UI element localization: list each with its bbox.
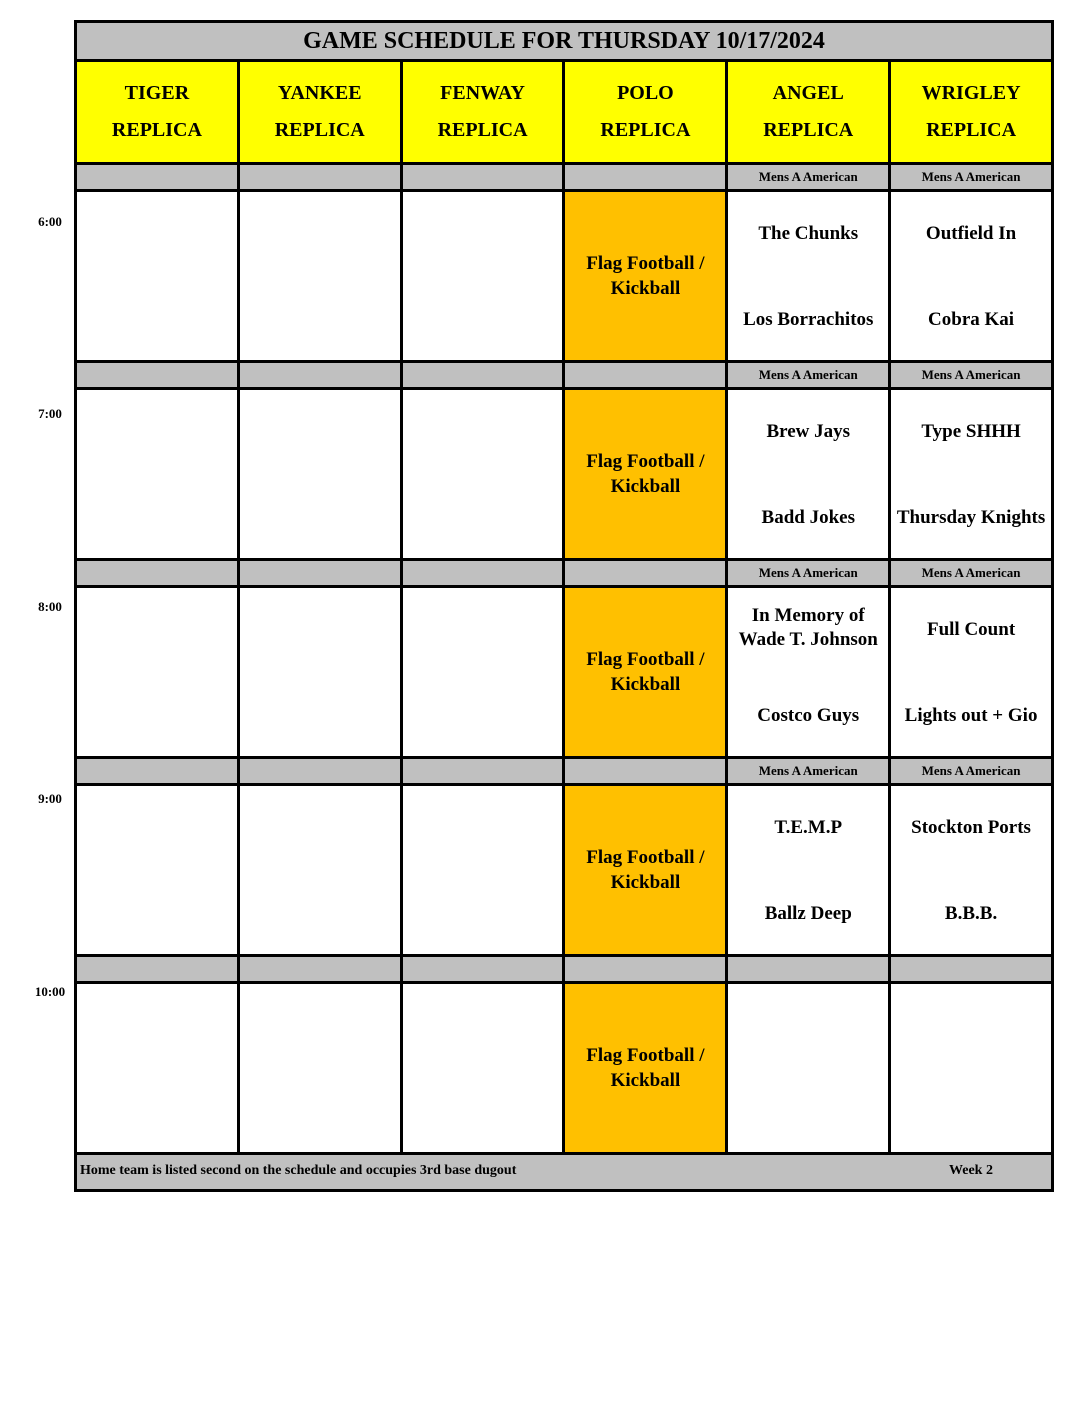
home-team: B.B.B. [944,903,998,924]
schedule-footer [77,1155,1051,1189]
empty-slot-cell [728,984,888,1152]
empty-slot-cell [77,192,237,360]
division-cell [240,165,400,189]
time-label: 6:00 [38,214,62,229]
empty-slot-cell [403,390,563,558]
away-team: Brew Jays [766,421,851,442]
empty-slot-cell [240,786,400,954]
division-cell: Mens A American [891,165,1051,189]
field-type: REPLICA [274,119,365,141]
division-cell [565,957,725,981]
division-cell [403,957,563,981]
division-cell [565,165,725,189]
field-header-fenway [403,62,563,162]
division-cell [77,363,237,387]
home-team: Ballz Deep [764,903,852,924]
schedule-title: GAME SCHEDULE FOR THURSDAY 10/17/2024 [77,23,1051,59]
flag-football-kickball-label: Flag Football / Kickball [586,649,705,695]
empty-slot-cell [77,588,237,756]
division-cell [77,165,237,189]
footer-note: Home team is listed second on the schedule and occupies 3rd base dugout [80,1163,517,1178]
division-cell: Mens A American [728,363,888,387]
division-cell [403,759,563,783]
home-team: Cobra Kai [928,309,1015,330]
week-label: Week 2 [949,1163,993,1178]
empty-slot-cell [240,192,400,360]
away-team: Outfield In [925,223,1017,244]
flag-football-kickball-label: Flag Football / Kickball [586,847,705,893]
home-team: Thursday Knights [896,507,1046,528]
flag-football-kickball-cell [565,192,725,360]
field-header-polo [565,62,725,162]
flag-football-kickball-label: Flag Football / Kickball [586,1045,705,1091]
field-name: POLO [617,82,674,104]
field-name: TIGER [124,82,190,104]
division-cell [77,759,237,783]
field-type: REPLICA [926,119,1017,141]
division-cell [240,363,400,387]
game-cell-wrigley [891,192,1051,360]
time-label: 8:00 [38,599,62,614]
flag-football-kickball-label: Flag Football / Kickball [586,253,705,299]
field-name: YANKEE [277,82,362,104]
empty-slot-cell [891,984,1051,1152]
division-cell [240,561,400,585]
empty-slot-cell [240,588,400,756]
game-cell-angel [728,390,888,558]
field-type: REPLICA [437,119,528,141]
division-cell [403,165,563,189]
division-cell [891,957,1051,981]
away-team: T.E.M.P [774,817,843,838]
empty-slot-cell [77,786,237,954]
field-header-angel [728,62,888,162]
division-cell: Mens A American [728,165,888,189]
flag-football-kickball-cell [565,390,725,558]
time-label: 10:00 [34,984,66,999]
division-cell: Mens A American [728,759,888,783]
division-cell [240,957,400,981]
time-label: 7:00 [38,406,62,421]
game-cell-angel [728,588,888,756]
division-cell: Mens A American [891,363,1051,387]
flag-football-kickball-cell [565,588,725,756]
field-name: WRIGLEY [921,82,1021,104]
division-cell [240,759,400,783]
away-team: Type SHHH [921,421,1021,442]
flag-football-kickball-label: Flag Football / Kickball [586,451,705,497]
empty-slot-cell [403,588,563,756]
empty-slot-cell [77,984,237,1152]
empty-slot-cell [403,192,563,360]
field-name: FENWAY [440,82,525,104]
game-cell-angel [728,786,888,954]
field-header-yankee [240,62,400,162]
game-cell-wrigley [891,390,1051,558]
field-header-tiger [77,62,237,162]
empty-slot-cell [240,390,400,558]
division-cell: Mens A American [728,561,888,585]
home-team: Costco Guys [757,705,860,726]
game-cell-wrigley [891,786,1051,954]
away-team: Stockton Ports [911,817,1031,838]
division-cell [565,561,725,585]
field-header-wrigley [891,62,1051,162]
empty-slot-cell [240,984,400,1152]
division-cell [403,561,563,585]
division-cell [77,561,237,585]
division-cell: Mens A American [891,561,1051,585]
empty-slot-cell [403,786,563,954]
empty-slot-cell [77,390,237,558]
division-cell: Mens A American [891,759,1051,783]
division-cell [565,363,725,387]
schedule-table [74,20,1054,1192]
field-name: ANGEL [772,82,844,104]
division-cell [403,363,563,387]
home-team: Badd Jokes [761,507,855,528]
division-cell [565,759,725,783]
field-type: REPLICA [600,119,691,141]
home-team: Los Borrachitos [743,309,874,330]
away-team: The Chunks [758,223,859,244]
field-type: REPLICA [111,119,202,141]
division-cell [728,957,888,981]
time-label: 9:00 [38,791,62,806]
division-cell [77,957,237,981]
home-team: Lights out + Gio [904,705,1038,726]
away-team: Full Count [926,619,1016,640]
flag-football-kickball-cell [565,984,725,1152]
game-cell-wrigley [891,588,1051,756]
empty-slot-cell [403,984,563,1152]
flag-football-kickball-cell [565,786,725,954]
game-cell-angel [728,192,888,360]
field-type: REPLICA [763,119,854,141]
away-team: In Memory of Wade T. Johnson [738,605,878,650]
